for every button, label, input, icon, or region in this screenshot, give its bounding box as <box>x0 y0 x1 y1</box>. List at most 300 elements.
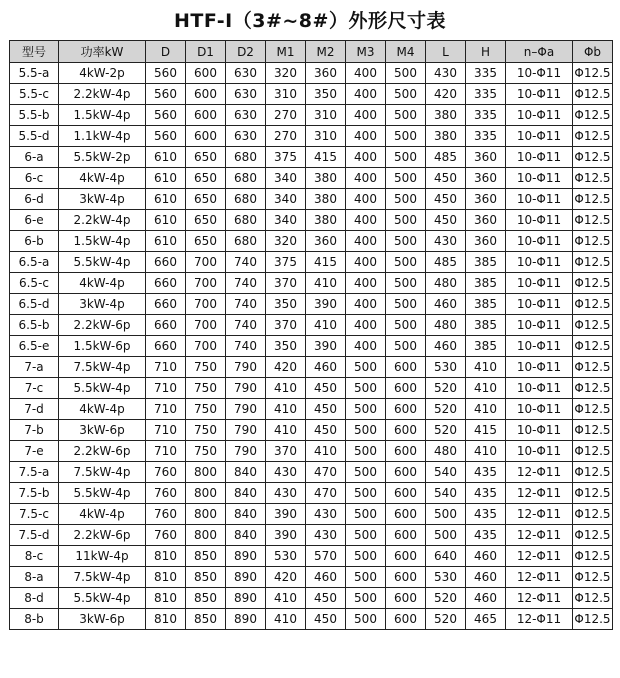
model-cell: 7-e <box>10 441 59 462</box>
table-cell: 540 <box>426 462 466 483</box>
table-cell: 560 <box>146 126 186 147</box>
table-cell: 710 <box>146 357 186 378</box>
table-cell: 470 <box>306 462 346 483</box>
table-cell: 410 <box>266 378 306 399</box>
table-cell: 350 <box>306 84 346 105</box>
table-cell: 680 <box>226 210 266 231</box>
table-cell: 660 <box>146 273 186 294</box>
table-cell: 450 <box>306 399 346 420</box>
column-header: M4 <box>386 41 426 63</box>
table-cell: Φ12.5 <box>573 315 613 336</box>
column-header: H <box>466 41 506 63</box>
table-cell: 790 <box>226 378 266 399</box>
table-cell: 5.5kW-2p <box>59 147 146 168</box>
model-cell: 8-a <box>10 567 59 588</box>
table-cell: 560 <box>146 105 186 126</box>
table-cell: 840 <box>226 462 266 483</box>
table-cell: 640 <box>426 546 466 567</box>
table-cell: 360 <box>466 189 506 210</box>
table-cell: 12-Φ11 <box>506 462 573 483</box>
table-cell: 750 <box>186 399 226 420</box>
table-cell: 370 <box>266 273 306 294</box>
table-cell: Φ12.5 <box>573 105 613 126</box>
table-cell: 850 <box>186 588 226 609</box>
model-cell: 7-c <box>10 378 59 399</box>
table-cell: 485 <box>426 147 466 168</box>
table-cell: 500 <box>386 189 426 210</box>
table-cell: 400 <box>346 252 386 273</box>
table-cell: 10-Φ11 <box>506 147 573 168</box>
table-cell: 1.5kW-4p <box>59 231 146 252</box>
table-cell: 500 <box>346 483 386 504</box>
table-cell: 760 <box>146 462 186 483</box>
table-cell: 500 <box>386 84 426 105</box>
table-cell: 370 <box>266 441 306 462</box>
table-cell: 520 <box>426 609 466 630</box>
table-cell: 480 <box>426 441 466 462</box>
table-cell: 310 <box>306 126 346 147</box>
table-cell: Φ12.5 <box>573 462 613 483</box>
table-row <box>10 126 613 147</box>
table-cell: Φ12.5 <box>573 273 613 294</box>
table-cell: 810 <box>146 546 186 567</box>
table-cell: Φ12.5 <box>573 84 613 105</box>
table-row <box>10 420 613 441</box>
table-cell: 400 <box>346 63 386 84</box>
table-cell: 500 <box>346 399 386 420</box>
table-cell: 400 <box>346 189 386 210</box>
table-cell: 10-Φ11 <box>506 378 573 399</box>
table-cell: 850 <box>186 609 226 630</box>
model-cell: 7.5-d <box>10 525 59 546</box>
table-cell: 760 <box>146 525 186 546</box>
table-cell: 450 <box>306 420 346 441</box>
model-cell: 7.5-a <box>10 462 59 483</box>
table-cell: 500 <box>346 588 386 609</box>
table-cell: 500 <box>426 525 466 546</box>
table-cell: 2.2kW-4p <box>59 84 146 105</box>
model-cell: 6-b <box>10 231 59 252</box>
table-cell: Φ12.5 <box>573 294 613 315</box>
table-cell: 2.2kW-6p <box>59 525 146 546</box>
table-cell: 500 <box>386 231 426 252</box>
table-cell: 410 <box>266 420 306 441</box>
table-cell: 320 <box>266 63 306 84</box>
table-cell: 540 <box>426 483 466 504</box>
table-cell: 710 <box>146 378 186 399</box>
table-cell: 600 <box>386 462 426 483</box>
table-cell: 600 <box>386 357 426 378</box>
table-cell: 12-Φ11 <box>506 483 573 504</box>
table-cell: 340 <box>266 210 306 231</box>
table-cell: Φ12.5 <box>573 63 613 84</box>
table-cell: 385 <box>466 336 506 357</box>
table-cell: 4kW-2p <box>59 63 146 84</box>
table-row <box>10 273 613 294</box>
table-cell: 650 <box>186 189 226 210</box>
table-cell: 10-Φ11 <box>506 84 573 105</box>
table-cell: 600 <box>386 588 426 609</box>
table-row <box>10 588 613 609</box>
table-cell: 5.5kW-4p <box>59 252 146 273</box>
table-cell: 650 <box>186 168 226 189</box>
table-cell: 375 <box>266 147 306 168</box>
table-cell: 600 <box>186 126 226 147</box>
table-cell: Φ12.5 <box>573 483 613 504</box>
table-row <box>10 378 613 399</box>
table-row <box>10 357 613 378</box>
table-cell: 335 <box>466 63 506 84</box>
table-cell: 400 <box>346 231 386 252</box>
table-cell: 2.2kW-6p <box>59 441 146 462</box>
table-cell: 450 <box>306 588 346 609</box>
table-cell: Φ12.5 <box>573 357 613 378</box>
table-cell: 360 <box>466 231 506 252</box>
table-cell: 760 <box>146 483 186 504</box>
table-cell: 380 <box>426 126 466 147</box>
table-cell: 410 <box>266 609 306 630</box>
table-cell: 680 <box>226 189 266 210</box>
table-cell: 750 <box>186 378 226 399</box>
table-cell: 500 <box>386 252 426 273</box>
table-cell: 5.5kW-4p <box>59 483 146 504</box>
table-cell: 270 <box>266 105 306 126</box>
table-row <box>10 336 613 357</box>
table-cell: 700 <box>186 273 226 294</box>
table-cell: 500 <box>386 63 426 84</box>
column-header: D <box>146 41 186 63</box>
table-cell: 360 <box>466 210 506 231</box>
table-cell: 460 <box>466 567 506 588</box>
table-cell: 460 <box>426 294 466 315</box>
table-cell: 500 <box>426 504 466 525</box>
table-cell: 310 <box>266 84 306 105</box>
table-cell: 630 <box>226 63 266 84</box>
table-title: HTF-I（3#~8#）外形尺寸表 <box>174 10 446 32</box>
table-cell: 560 <box>146 63 186 84</box>
model-cell: 6.5-d <box>10 294 59 315</box>
table-cell: 520 <box>426 399 466 420</box>
table-cell: 410 <box>306 441 346 462</box>
column-header: D2 <box>226 41 266 63</box>
table-cell: 630 <box>226 126 266 147</box>
table-cell: 390 <box>266 504 306 525</box>
column-header: Φb <box>573 41 613 63</box>
table-row <box>10 399 613 420</box>
table-cell: 410 <box>466 441 506 462</box>
table-cell: 10-Φ11 <box>506 420 573 441</box>
table-cell: 700 <box>186 294 226 315</box>
table-cell: 380 <box>306 210 346 231</box>
table-cell: 380 <box>306 189 346 210</box>
table-row <box>10 441 613 462</box>
table-row <box>10 147 613 168</box>
table-cell: 370 <box>266 315 306 336</box>
table-cell: 385 <box>466 294 506 315</box>
table-cell: 360 <box>466 147 506 168</box>
table-cell: 500 <box>346 504 386 525</box>
table-cell: 320 <box>266 231 306 252</box>
table-cell: 750 <box>186 357 226 378</box>
table-cell: 790 <box>226 399 266 420</box>
table-cell: 335 <box>466 126 506 147</box>
table-row <box>10 315 613 336</box>
table-cell: 400 <box>346 336 386 357</box>
table-cell: 4kW-4p <box>59 399 146 420</box>
table-cell: 530 <box>266 546 306 567</box>
table-cell: 335 <box>466 84 506 105</box>
model-cell: 7-d <box>10 399 59 420</box>
table-cell: 10-Φ11 <box>506 105 573 126</box>
table-cell: 850 <box>186 546 226 567</box>
table-cell: Φ12.5 <box>573 189 613 210</box>
table-cell: 3kW-6p <box>59 609 146 630</box>
table-cell: 430 <box>306 525 346 546</box>
table-cell: 680 <box>226 231 266 252</box>
table-cell: 11kW-4p <box>59 546 146 567</box>
table-cell: 800 <box>186 462 226 483</box>
table-cell: Φ12.5 <box>573 399 613 420</box>
table-row <box>10 210 613 231</box>
table-cell: 840 <box>226 525 266 546</box>
table-cell: 600 <box>386 567 426 588</box>
table-cell: 400 <box>346 168 386 189</box>
table-cell: 420 <box>266 567 306 588</box>
table-cell: 380 <box>306 168 346 189</box>
model-cell: 6.5-b <box>10 315 59 336</box>
table-cell: 410 <box>306 315 346 336</box>
table-cell: 12-Φ11 <box>506 588 573 609</box>
table-cell: 10-Φ11 <box>506 357 573 378</box>
table-cell: 10-Φ11 <box>506 336 573 357</box>
table-cell: 400 <box>346 105 386 126</box>
table-cell: 460 <box>306 357 346 378</box>
table-cell: 450 <box>306 378 346 399</box>
table-row <box>10 462 613 483</box>
table-cell: 500 <box>386 147 426 168</box>
table-cell: 480 <box>426 315 466 336</box>
table-cell: 750 <box>186 420 226 441</box>
table-cell: 810 <box>146 588 186 609</box>
table-cell: 10-Φ11 <box>506 252 573 273</box>
table-cell: 400 <box>346 126 386 147</box>
table-cell: 600 <box>386 546 426 567</box>
table-row <box>10 525 613 546</box>
table-cell: 890 <box>226 567 266 588</box>
table-cell: Φ12.5 <box>573 210 613 231</box>
table-cell: 415 <box>466 420 506 441</box>
table-cell: Φ12.5 <box>573 525 613 546</box>
table-cell: 3kW-4p <box>59 294 146 315</box>
table-cell: 710 <box>146 441 186 462</box>
model-cell: 6-d <box>10 189 59 210</box>
table-cell: 600 <box>386 609 426 630</box>
table-cell: Φ12.5 <box>573 609 613 630</box>
table-cell: 10-Φ11 <box>506 441 573 462</box>
table-cell: Φ12.5 <box>573 441 613 462</box>
table-cell: 420 <box>426 84 466 105</box>
table-cell: 7.5kW-4p <box>59 567 146 588</box>
table-cell: 740 <box>226 294 266 315</box>
table-cell: 500 <box>386 126 426 147</box>
table-cell: 10-Φ11 <box>506 168 573 189</box>
table-cell: 710 <box>146 399 186 420</box>
table-cell: 410 <box>266 588 306 609</box>
table-row <box>10 231 613 252</box>
model-cell: 7.5-c <box>10 504 59 525</box>
table-cell: 530 <box>426 357 466 378</box>
table-cell: 400 <box>346 147 386 168</box>
table-cell: 650 <box>186 231 226 252</box>
table-cell: 410 <box>306 273 346 294</box>
table-cell: 500 <box>386 105 426 126</box>
table-cell: 430 <box>306 504 346 525</box>
table-cell: 7.5kW-4p <box>59 462 146 483</box>
table-cell: 2.2kW-6p <box>59 315 146 336</box>
table-cell: 890 <box>226 588 266 609</box>
table-cell: 520 <box>426 588 466 609</box>
model-cell: 5.5-c <box>10 84 59 105</box>
table-cell: 380 <box>426 105 466 126</box>
table-cell: 10-Φ11 <box>506 210 573 231</box>
table-cell: 450 <box>306 609 346 630</box>
table-cell: 600 <box>386 441 426 462</box>
table-cell: 390 <box>306 336 346 357</box>
table-row <box>10 189 613 210</box>
model-cell: 5.5-d <box>10 126 59 147</box>
table-row <box>10 105 613 126</box>
table-cell: Φ12.5 <box>573 126 613 147</box>
table-cell: 12-Φ11 <box>506 567 573 588</box>
table-cell: 450 <box>426 189 466 210</box>
table-cell: 530 <box>426 567 466 588</box>
table-cell: 4kW-4p <box>59 273 146 294</box>
table-cell: 500 <box>386 315 426 336</box>
table-cell: 10-Φ11 <box>506 399 573 420</box>
table-cell: Φ12.5 <box>573 231 613 252</box>
table-cell: 360 <box>466 168 506 189</box>
table-cell: 890 <box>226 546 266 567</box>
table-cell: 400 <box>346 273 386 294</box>
table-cell: 435 <box>466 462 506 483</box>
table-cell: Φ12.5 <box>573 252 613 273</box>
table-cell: 810 <box>146 609 186 630</box>
header-row <box>10 41 613 63</box>
table-cell: 460 <box>306 567 346 588</box>
table-cell: 520 <box>426 378 466 399</box>
table-cell: 660 <box>146 315 186 336</box>
model-cell: 6.5-a <box>10 252 59 273</box>
table-cell: 740 <box>226 273 266 294</box>
table-cell: 12-Φ11 <box>506 609 573 630</box>
table-cell: 460 <box>466 588 506 609</box>
table-cell: 460 <box>466 546 506 567</box>
table-cell: 340 <box>266 189 306 210</box>
table-cell: Φ12.5 <box>573 147 613 168</box>
table-cell: Φ12.5 <box>573 168 613 189</box>
table-cell: 420 <box>266 357 306 378</box>
table-cell: 500 <box>346 525 386 546</box>
table-body <box>10 63 613 630</box>
table-cell: 10-Φ11 <box>506 273 573 294</box>
table-cell: 4kW-4p <box>59 504 146 525</box>
table-cell: 430 <box>266 462 306 483</box>
table-cell: 1.1kW-4p <box>59 126 146 147</box>
table-cell: 385 <box>466 273 506 294</box>
table-row <box>10 504 613 525</box>
table-cell: 610 <box>146 189 186 210</box>
table-row <box>10 84 613 105</box>
table-cell: 500 <box>346 441 386 462</box>
table-row <box>10 63 613 84</box>
table-cell: 610 <box>146 147 186 168</box>
table-cell: 800 <box>186 483 226 504</box>
table-cell: 600 <box>386 483 426 504</box>
table-cell: 600 <box>386 420 426 441</box>
table-cell: 790 <box>226 441 266 462</box>
table-cell: 435 <box>466 525 506 546</box>
table-cell: 270 <box>266 126 306 147</box>
table-cell: 760 <box>146 504 186 525</box>
table-cell: 790 <box>226 420 266 441</box>
table-cell: 400 <box>346 210 386 231</box>
table-row <box>10 483 613 504</box>
table-cell: 600 <box>386 504 426 525</box>
table-cell: 410 <box>466 399 506 420</box>
model-cell: 6-c <box>10 168 59 189</box>
table-cell: 430 <box>426 63 466 84</box>
table-cell: 500 <box>346 567 386 588</box>
column-header: 型号 <box>10 41 59 63</box>
table-cell: 500 <box>386 168 426 189</box>
model-cell: 6-e <box>10 210 59 231</box>
table-cell: 435 <box>466 483 506 504</box>
table-cell: 2.2kW-4p <box>59 210 146 231</box>
table-cell: 335 <box>466 105 506 126</box>
table-cell: 465 <box>466 609 506 630</box>
table-cell: 415 <box>306 252 346 273</box>
table-cell: 810 <box>146 567 186 588</box>
table-cell: 3kW-6p <box>59 420 146 441</box>
table-cell: 660 <box>146 336 186 357</box>
column-header: L <box>426 41 466 63</box>
table-cell: 485 <box>426 252 466 273</box>
model-cell: 6.5-e <box>10 336 59 357</box>
model-cell: 6.5-c <box>10 273 59 294</box>
table-cell: 3kW-4p <box>59 189 146 210</box>
table-cell: 400 <box>346 84 386 105</box>
table-row <box>10 546 613 567</box>
table-cell: 800 <box>186 504 226 525</box>
table-cell: 400 <box>346 315 386 336</box>
table-cell: 5.5kW-4p <box>59 588 146 609</box>
model-cell: 8-b <box>10 609 59 630</box>
table-cell: 840 <box>226 483 266 504</box>
table-cell: 600 <box>386 378 426 399</box>
table-cell: 840 <box>226 504 266 525</box>
table-cell: 360 <box>306 63 346 84</box>
table-cell: 385 <box>466 315 506 336</box>
dimension-table <box>9 40 613 630</box>
table-cell: 710 <box>146 420 186 441</box>
table-cell: 700 <box>186 252 226 273</box>
table-cell: 650 <box>186 147 226 168</box>
table-cell: 850 <box>186 567 226 588</box>
table-cell: 10-Φ11 <box>506 126 573 147</box>
table-cell: 520 <box>426 420 466 441</box>
table-cell: 740 <box>226 252 266 273</box>
column-header: 功率kW <box>59 41 146 63</box>
